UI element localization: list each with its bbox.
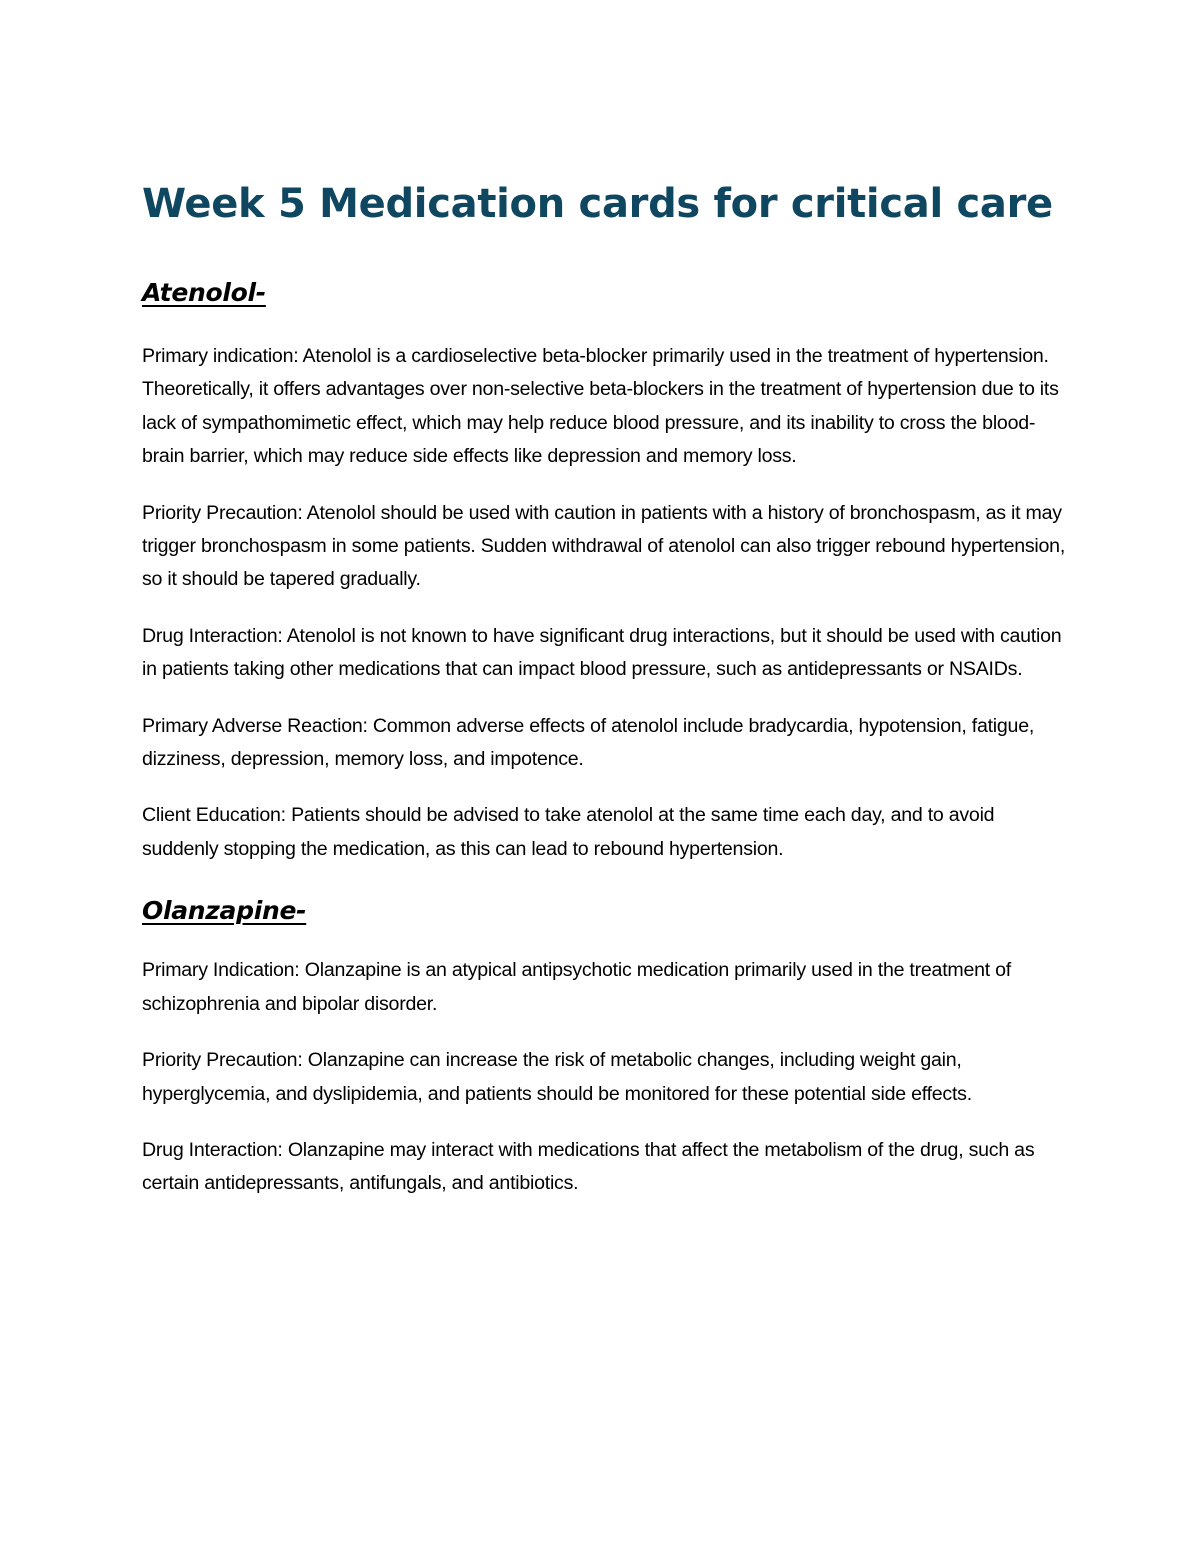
paragraph-priority-precaution xyxy=(142,1044,1067,1111)
paragraph-drug-interaction xyxy=(142,1134,1067,1201)
paragraph-priority-precaution xyxy=(142,497,1067,597)
paragraph-primary-indication xyxy=(142,340,1067,474)
paragraph-label: Primary Adverse Reaction: xyxy=(142,714,368,737)
paragraph-text: Common adverse effects of atenolol include bradycardia, hypotension, fatigue, dizziness, depression, memory loss, and impotence. xyxy=(142,714,1035,771)
paragraph-primary-indication xyxy=(142,954,1067,1021)
paragraph-label: Client Education: xyxy=(142,804,286,827)
section-heading-atenolol: Atenolol- xyxy=(142,278,266,307)
paragraph-label: Priority Precaution: xyxy=(142,1049,303,1072)
section-heading-olanzapine: Olanzapine- xyxy=(142,896,307,926)
paragraph-text: Atenolol should be used with caution in patients with a history of bronchospasm, as it may trigger bronchospasm in some patients. Sudden withdrawal of atenolol can also trigger rebound hypertension, so it should be tapered gradually. xyxy=(142,501,1066,591)
paragraph-label: Drug Interaction: xyxy=(142,624,283,647)
section-olanzapine xyxy=(142,894,1067,1200)
paragraph-text: Olanzapine can increase the risk of metabolic changes, including weight gain, hyperglycemia, and dyslipidemia, and patients should be monitored for these potential side effects. xyxy=(142,1049,972,1105)
paragraph-text: Patients should be advised to take atenolol at the same time each day, and to avoid suddenly stopping the medication, as this can lead to rebound hypertension. xyxy=(142,804,995,860)
paragraph-text: Atenolol is not known to have significant drug interactions, but it should be used with caution in patients taking other medications that can impact blood pressure, such as antidepressants or NSAIDs. xyxy=(142,624,1062,681)
section-atenolol xyxy=(142,276,1067,866)
paragraph-label: Drug Interaction: xyxy=(142,1138,283,1161)
paragraph-label: Priority Precaution: xyxy=(142,501,303,524)
document-content xyxy=(142,176,1067,1224)
paragraph-client-education xyxy=(142,799,1067,866)
paragraph-primary-adverse-reaction xyxy=(142,710,1067,777)
paragraph-text: Olanzapine may interact with medications that affect the metabolism of the drug, such as certain antidepressants, antifungals, and antibiotics. xyxy=(142,1138,1035,1195)
page-title: Week 5 Medication cards for critical care xyxy=(142,181,1053,227)
paragraph-drug-interaction xyxy=(142,620,1067,687)
paragraph-text: Olanzapine is an atypical antipsychotic medication primarily used in the treatment of schizophrenia and bipolar disorder. xyxy=(142,959,1011,1015)
paragraph-label: Primary indication: xyxy=(142,345,299,367)
paragraph-label: Primary Indication: xyxy=(142,959,300,982)
paragraph-text: Atenolol is a cardioselective beta-blocker primarily used in the treatment of hypertension. Theoretically, it offers advantages over non-selective beta-blockers in the treatment of hypertension due to its lack of sympathomimetic effect, which may help reduce blood pressure, and its inability to cross the blood-brain barrier, which may reduce side effects like depression and memory loss. xyxy=(142,345,1059,468)
